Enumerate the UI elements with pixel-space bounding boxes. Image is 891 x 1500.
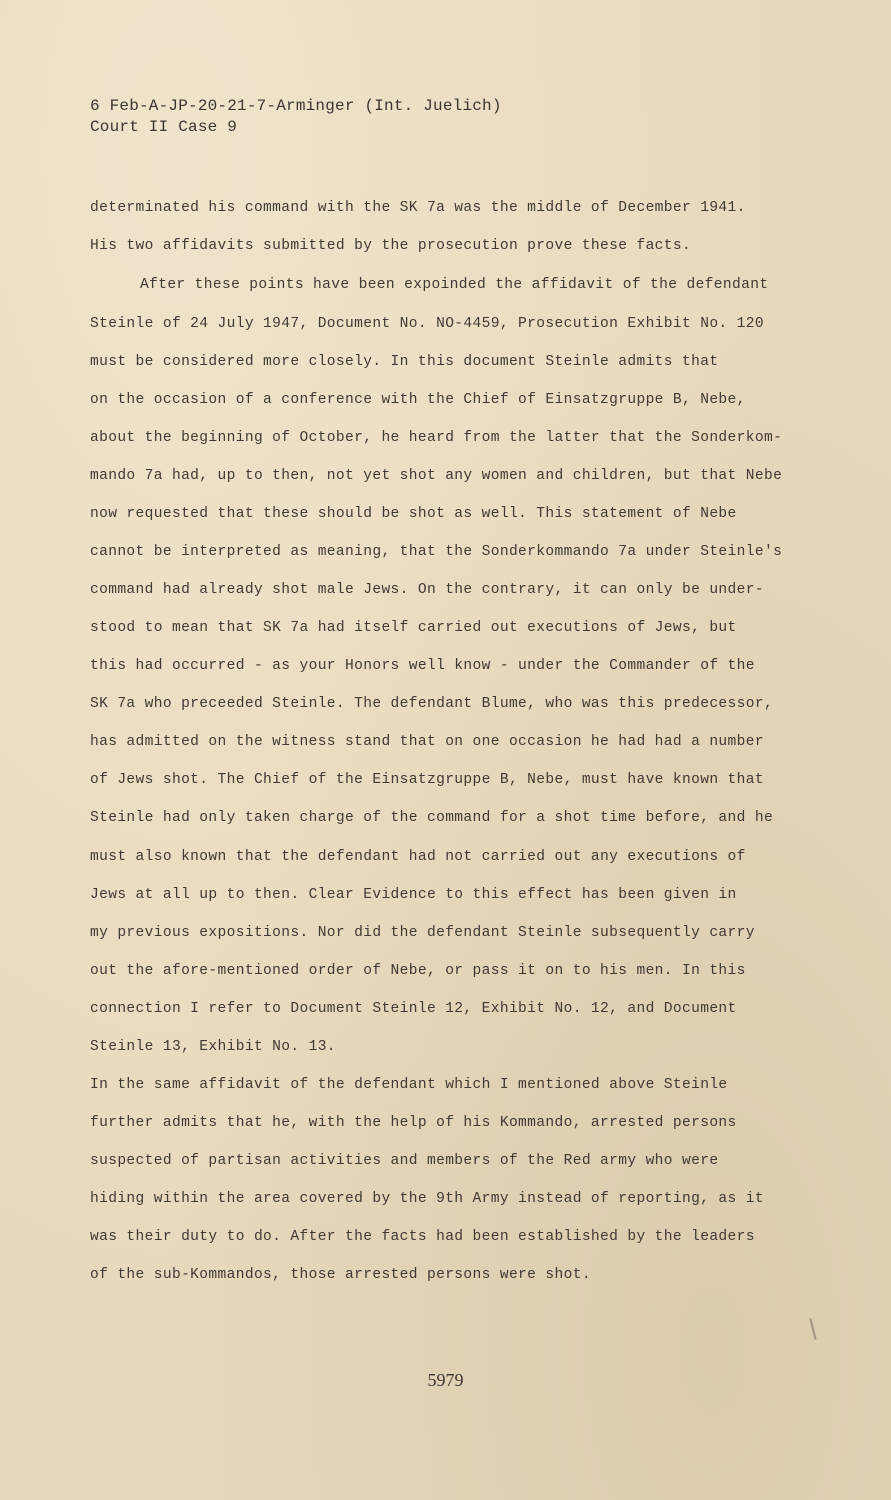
body-line: hiding within the area covered by the 9th Army instead of reporting, as it — [90, 1191, 764, 1207]
pencil-mark — [809, 1318, 816, 1340]
body-line: my previous expositions. Nor did the defendant Steinle subsequently carry — [90, 925, 755, 941]
body-line: suspected of partisan activities and members of the Red army who were — [90, 1153, 719, 1169]
header-reference-line: 6 Feb-A-JP-20-21-7-Arminger (Int. Juelich) — [90, 97, 502, 115]
body-line: on the occasion of a conference with the Chief of Einsatzgruppe B, Nebe, — [90, 392, 746, 408]
document-header — [90, 96, 502, 138]
body-line: In the same affidavit of the defendant which I mentioned above Steinle — [90, 1077, 728, 1093]
body-line: further admits that he, with the help of his Kommando, arrested persons — [90, 1115, 737, 1131]
body-line: of Jews shot. The Chief of the Einsatzgruppe B, Nebe, must have known that — [90, 772, 764, 788]
body-line: Jews at all up to then. Clear Evidence to this effect has been given in — [90, 887, 737, 903]
page-number: 5979 — [427, 1370, 464, 1390]
body-line: His two affidavits submitted by the prosecution prove these facts. — [90, 238, 692, 254]
body-line: After these points have been expoinded the affidavit of the defendant — [140, 277, 769, 293]
body-line: must be considered more closely. In this document Steinle admits that — [90, 354, 719, 370]
body-line: this had occurred - as your Honors well know - under the Commander of the — [90, 658, 755, 674]
body-line: connection I refer to Document Steinle 12, Exhibit No. 12, and Document — [90, 1001, 737, 1017]
body-line: must also known that the defendant had not carried out any executions of — [90, 849, 746, 865]
body-line: SK 7a who preceeded Steinle. The defendant Blume, who was this predecessor, — [90, 696, 774, 712]
body-line: out the afore-mentioned order of Nebe, or pass it on to his men. In this — [90, 963, 746, 979]
body-line: mando 7a had, up to then, not yet shot any women and children, but that Nebe — [90, 468, 783, 484]
body-line: of the sub-Kommandos, those arrested persons were shot. — [90, 1267, 591, 1283]
body-line: was their duty to do. After the facts had been established by the leaders — [90, 1229, 755, 1245]
body-line: now requested that these should be shot as well. This statement of Nebe — [90, 506, 737, 522]
body-line: determinated his command with the SK 7a was the middle of December 1941. — [90, 200, 746, 216]
body-line: command had already shot male Jews. On the contrary, it can only be under- — [90, 582, 764, 598]
body-line: about the beginning of October, he heard from the latter that the Sonderkom- — [90, 430, 783, 446]
body-line: stood to mean that SK 7a had itself carried out executions of Jews, but — [90, 620, 737, 636]
body-line: Steinle of 24 July 1947, Document No. NO-4459, Prosecution Exhibit No. 120 — [90, 316, 764, 332]
body-line: Steinle had only taken charge of the command for a shot time before, and he — [90, 810, 774, 826]
header-court-line: Court II Case 9 — [90, 118, 238, 136]
body-line: has admitted on the witness stand that on one occasion he had had a number — [90, 734, 764, 750]
body-line: Steinle 13, Exhibit No. 13. — [90, 1039, 336, 1055]
body-line: cannot be interpreted as meaning, that the Sonderkommando 7a under Steinle's — [90, 544, 783, 560]
